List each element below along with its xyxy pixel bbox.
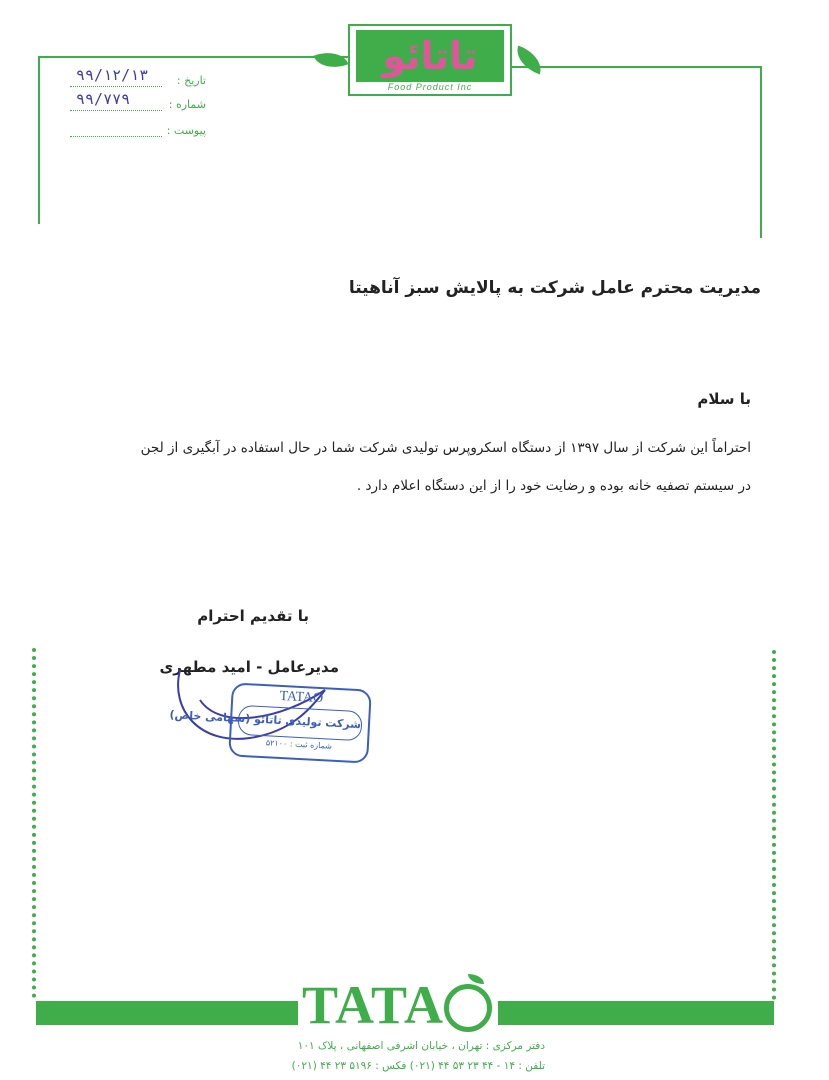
date-value: ۹۹/۱۲/۱۳ (76, 66, 149, 84)
letter-recipient: مدیریت محترم عامل شرکت به پالایش سبز آناهیتا (348, 278, 761, 298)
right-dotted-border (772, 650, 776, 1000)
leaf-icon (511, 45, 546, 74)
number-label: شماره : (168, 98, 206, 111)
leaf-icon (313, 45, 348, 74)
footer-phone: تلفن : ۱۴ - ۴۴ ۲۳ ۵۳ ۴۴ (۰۲۱) فکس : ۵۱۹۶ ۲۳ ۴۴ (۰۲۱) (291, 1060, 545, 1072)
logo-background (356, 30, 504, 82)
stamp-company-name: شرکت تولیدی تاتائو (سهامی خاص) (237, 705, 362, 741)
left-dotted-border (32, 648, 36, 998)
header-frame-top-right (512, 66, 762, 68)
header-frame-top-left (40, 56, 350, 58)
date-field (66, 66, 206, 92)
letter-greeting: با سلام (697, 390, 751, 408)
header-frame-right (760, 66, 762, 238)
header-frame-left (38, 56, 40, 224)
date-dotted-line (70, 86, 162, 87)
attachment-field (66, 122, 206, 142)
number-value: ۹۹/۷۷۹ (76, 90, 131, 108)
logo-subtitle: Food Product Inc (387, 82, 473, 92)
date-label: تاریخ : (176, 74, 206, 87)
letter-signatory: مدیرعامل - امید مطهری (159, 658, 339, 676)
letter-body-line: در سیستم تصفیه خانه بوده و رضایت خود را از این دستگاه اعلام دارد . (356, 478, 751, 494)
number-dotted-line (70, 110, 162, 111)
footer-address: دفتر مرکزی : تهران ، خیابان اشرفی اصفهانی ، پلاک ۱۰۱ (297, 1040, 545, 1052)
company-logo (348, 24, 512, 96)
stamp-registration: شماره ثبت : ۵۲۱۰۰ (265, 738, 333, 751)
apple-icon (444, 984, 492, 1032)
logo-text: تاتائو (382, 34, 478, 78)
number-field (66, 90, 206, 116)
letter-closing: با تقدیم احترام (197, 607, 309, 625)
attachment-label: پیوست : (166, 124, 206, 137)
footer-logo-text: TATA (298, 974, 498, 1036)
letter-body-line: احتراماً این شرکت از سال ۱۳۹۷ از دستگاه اسکروپرس تولیدی شرکت شما در حال استفاده در آبگیری از لجن (140, 440, 751, 456)
attachment-dotted-line (70, 136, 162, 137)
company-stamp (169, 682, 372, 763)
stamp-latin-name: TATAO (279, 688, 324, 707)
